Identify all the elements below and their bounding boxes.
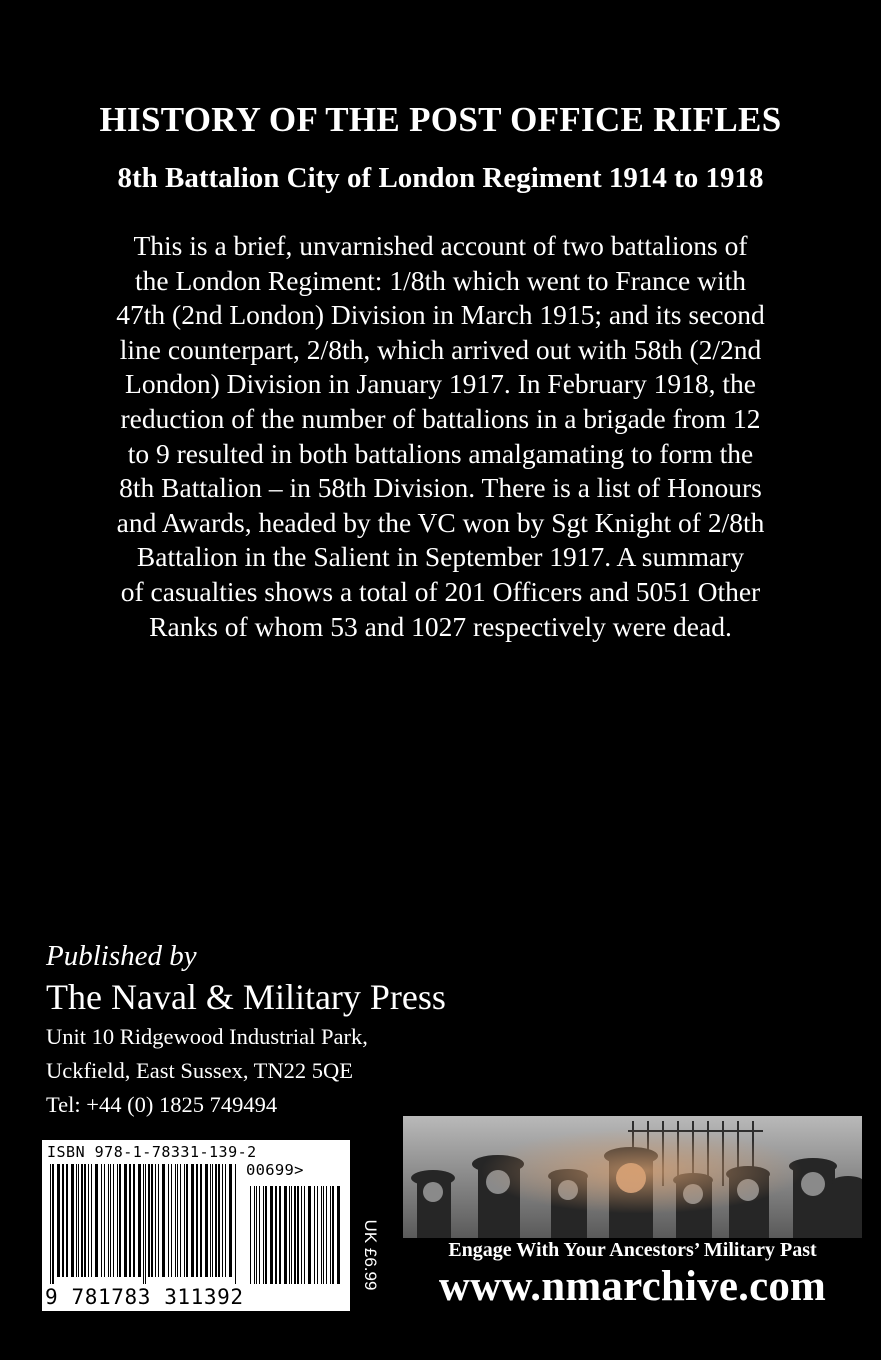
- isbn-barcode-panel: [42, 1140, 350, 1311]
- barcode-bar: [88, 1164, 89, 1277]
- barcode-bar: [210, 1164, 211, 1277]
- price-label: UK £6.99: [361, 1219, 380, 1291]
- publisher-phone: Tel: +44 (0) 1825 749494: [46, 1092, 278, 1117]
- barcode-bar: [145, 1164, 146, 1284]
- barcode-addon-bar: [321, 1186, 322, 1284]
- barcode-bar: [180, 1164, 181, 1277]
- barcode-bar: [50, 1164, 51, 1284]
- barcode-addon-bar: [256, 1186, 257, 1284]
- barcode-bar: [158, 1164, 159, 1277]
- barcode-addon-bar: [294, 1186, 296, 1284]
- barcode-addon-bar: [291, 1186, 292, 1284]
- barcode-addon-bar: [254, 1186, 255, 1284]
- barcode-addon-bar: [317, 1186, 318, 1284]
- barcode-addon-bar: [263, 1186, 264, 1284]
- blurb-line: the London Regiment: 1/8th which went to France with: [134, 264, 746, 296]
- barcode-bar: [138, 1164, 141, 1277]
- barcode-bar: [66, 1164, 68, 1277]
- barcode-bar: [95, 1164, 98, 1277]
- book-blurb: [40, 229, 841, 644]
- advert-url[interactable]: www.nmarchive.com: [438, 1263, 827, 1310]
- barcode-bar: [62, 1164, 64, 1277]
- barcode-bar: [175, 1164, 176, 1277]
- barcode-bar: [148, 1164, 150, 1277]
- barcode-bar: [171, 1164, 172, 1277]
- barcode-addon-bar: [323, 1186, 324, 1284]
- barcode-bar: [186, 1164, 188, 1277]
- blurb-line: to 9 resulted in both battalions amalgamating to form the: [127, 437, 754, 469]
- book-title: HISTORY OF THE POST OFFICE RIFLES: [99, 100, 782, 139]
- barcode-addon-bar: [314, 1186, 315, 1284]
- barcode-addon-bar: [337, 1186, 340, 1284]
- barcode-bar: [222, 1164, 223, 1277]
- barcode-bar: [119, 1164, 121, 1277]
- barcode-bar: [200, 1164, 202, 1277]
- blurb-line: reduction of the number of battalions in a brigade from 12: [120, 402, 761, 434]
- barcode-bar: [108, 1164, 109, 1277]
- barcode-bar: [155, 1164, 156, 1277]
- barcode-bar: [129, 1164, 131, 1277]
- barcode-bar: [225, 1164, 226, 1277]
- barcode-bar: [196, 1164, 198, 1277]
- blurb-line: 47th (2nd London) Division in March 1915; and its second: [116, 299, 765, 331]
- blurb-line: 8th Battalion – in 58th Division. There is a list of Honours: [119, 472, 762, 504]
- blurb-line: line counterpart, 2/8th, which arrived out with 58th (2/2nd: [119, 333, 762, 365]
- barcode-bar: [162, 1164, 165, 1277]
- barcode-bar: [205, 1164, 208, 1277]
- barcode-addon-bar: [330, 1186, 331, 1284]
- barcode-bar: [177, 1164, 178, 1277]
- barcode-digits: 9 781783 311392: [45, 1285, 244, 1309]
- barcode-bar: [235, 1164, 236, 1284]
- barcode-bar: [191, 1164, 194, 1277]
- barcode-icon: [46, 1164, 346, 1286]
- barcode-bar: [168, 1164, 169, 1277]
- price-label-wrapper: [355, 1219, 385, 1291]
- barcode-bar: [133, 1164, 135, 1277]
- barcode-bar: [117, 1164, 118, 1277]
- barcode-bar: [71, 1164, 74, 1277]
- blurb-line: London) Division in January 1917. In February 1918, the: [125, 368, 756, 400]
- barcode-addon-bar: [250, 1186, 251, 1284]
- blurb-line: of casualties shows a total of 201 Officers and 5051 Other: [120, 575, 761, 607]
- barcode-addon-bar: [259, 1186, 260, 1284]
- barcode-bar: [104, 1164, 105, 1277]
- barcode-addon-bar: [297, 1186, 299, 1284]
- published-by-label: Published by: [46, 940, 197, 972]
- barcode-bar: [124, 1164, 127, 1277]
- soldiers-photo-icon: [403, 1116, 862, 1238]
- barcode-addon-bar: [270, 1186, 273, 1284]
- barcode-bar: [212, 1164, 213, 1277]
- barcode-bar: [143, 1164, 144, 1284]
- barcode-bar: [78, 1164, 79, 1277]
- barcode-price-code: 00699>: [246, 1161, 304, 1179]
- barcode-bar: [91, 1164, 92, 1277]
- barcode-bar: [151, 1164, 153, 1277]
- barcode-addon-bar: [332, 1186, 334, 1284]
- barcode-bar: [218, 1164, 220, 1277]
- isbn-label: ISBN 978-1-78331-139-2: [47, 1143, 257, 1161]
- advert-tagline: Engage With Your Ancestors’ Military Past: [448, 1239, 817, 1261]
- barcode-addon-bar: [304, 1186, 305, 1284]
- barcode-bar: [52, 1164, 54, 1284]
- barcode-addon-bar: [326, 1186, 327, 1284]
- barcode-bar: [113, 1164, 114, 1277]
- barcode-bar: [229, 1164, 232, 1277]
- blurb-line: Ranks of whom 53 and 1027 respectively were dead.: [149, 610, 732, 642]
- barcode-bar: [215, 1164, 217, 1277]
- barcode-bar: [110, 1164, 111, 1277]
- barcode-addon-bar: [275, 1186, 277, 1284]
- barcode-bar: [76, 1164, 77, 1277]
- blurb-line: and Awards, headed by the VC won by Sgt Knight of 2/8th: [116, 506, 765, 538]
- barcode-addon-bar: [284, 1186, 287, 1284]
- barcode-bar: [184, 1164, 185, 1277]
- book-subtitle: 8th Battalion City of London Regiment 1914 to 1918: [117, 162, 764, 194]
- publisher-address-line1: Unit 10 Ridgewood Industrial Park,: [46, 1024, 368, 1049]
- blurb-line: This is a brief, unvarnished account of two battalions of: [133, 230, 748, 261]
- blurb-line: Battalion in the Salient in September 1917. A summary: [136, 541, 745, 573]
- publisher-address-line2: Uckfield, East Sussex, TN22 5QE: [46, 1058, 354, 1083]
- barcode-bar: [84, 1164, 86, 1277]
- barcode-bar: [101, 1164, 102, 1277]
- publisher-name: The Naval & Military Press: [46, 977, 446, 1017]
- barcode-addon-bar: [301, 1186, 302, 1284]
- barcode-addon-bar: [308, 1186, 311, 1284]
- nmarchive-advert: [403, 1116, 862, 1312]
- barcode-bar: [57, 1164, 60, 1277]
- barcode-addon-bar: [265, 1186, 267, 1284]
- barcode-addon-bar: [279, 1186, 281, 1284]
- barcode-bar: [81, 1164, 83, 1277]
- barcode-addon-bar: [289, 1186, 290, 1284]
